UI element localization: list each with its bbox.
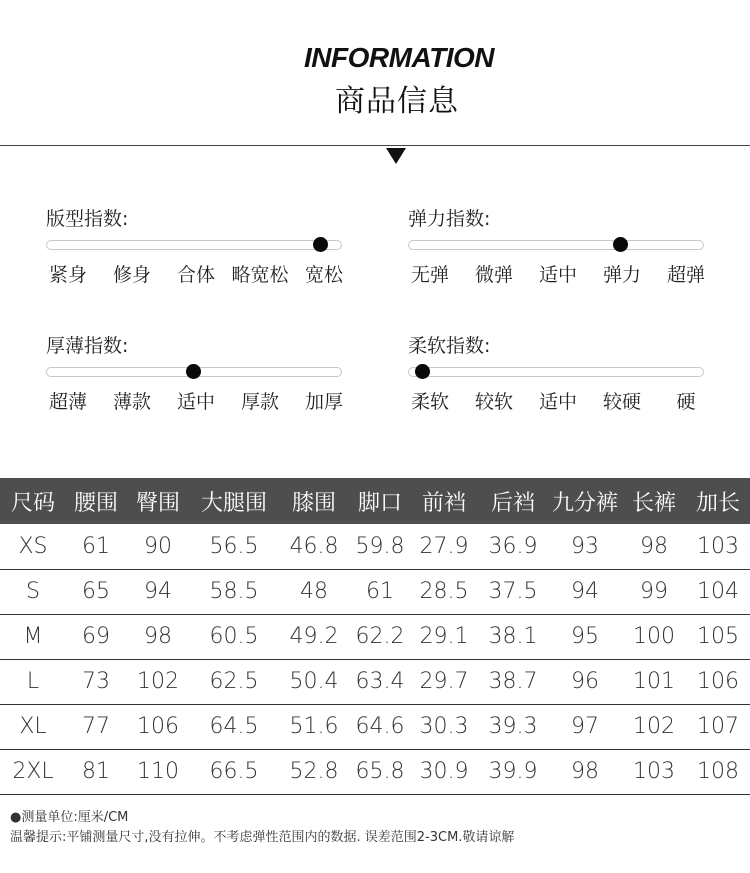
index-thickness-slider-knob: [186, 364, 201, 379]
header-full-length: 长裤: [622, 478, 686, 524]
index-softness-title: 柔软指数:: [408, 335, 491, 357]
index-fit-slider-track: [46, 240, 342, 250]
down-arrow-icon: [386, 148, 406, 164]
header-waist: 腰围: [66, 478, 126, 524]
measurement-cell: 73: [66, 659, 126, 704]
measurement-cell: 102: [126, 659, 190, 704]
index-thickness-option-label: 超薄: [48, 391, 88, 413]
header-title-en: INFORMATION: [304, 42, 494, 73]
measurement-cell: 39.9: [478, 749, 548, 794]
measurement-cell: 99: [622, 569, 686, 614]
measurement-cell: 59.8: [350, 524, 410, 569]
measurement-cell: 94: [126, 569, 190, 614]
header-knee: 膝围: [278, 478, 350, 524]
index-thickness-option-label: 薄款: [112, 391, 152, 413]
index-stretch-option-label: 适中: [538, 264, 578, 286]
measurement-cell: 102: [622, 704, 686, 749]
measurement-cell: 103: [686, 524, 750, 569]
measurement-cell: 98: [548, 749, 622, 794]
measurement-cell: 30.9: [410, 749, 478, 794]
measurement-cell: 30.3: [410, 704, 478, 749]
measurement-cell: 65: [66, 569, 126, 614]
index-stretch: [408, 204, 708, 294]
table-row: [0, 614, 750, 659]
measurement-cell: 81: [66, 749, 126, 794]
size-table: [0, 478, 750, 795]
size-table-header-row: [0, 478, 750, 524]
measurement-cell: 61: [66, 524, 126, 569]
index-fit: [46, 204, 346, 294]
section-divider: [0, 145, 750, 146]
index-stretch-option-label: 无弹: [410, 264, 450, 286]
header-hip: 臀围: [126, 478, 190, 524]
measurement-cell: 62.2: [350, 614, 410, 659]
index-stretch-option-label: 弹力: [602, 264, 642, 286]
measurement-cell: 38.7: [478, 659, 548, 704]
index-thickness-option-label: 加厚: [304, 391, 344, 413]
index-stretch-title: 弹力指数:: [408, 208, 491, 230]
header-extra-long: 加长: [686, 478, 750, 524]
measurement-cell: 97: [548, 704, 622, 749]
measurement-cell: 50.4: [278, 659, 350, 704]
measurement-cell: 52.8: [278, 749, 350, 794]
measurement-cell: 105: [686, 614, 750, 659]
measurement-cell: 98: [126, 614, 190, 659]
index-fit-option-label: 紧身: [48, 264, 88, 286]
measurement-cell: 46.8: [278, 524, 350, 569]
measurement-cell: 51.6: [278, 704, 350, 749]
measurement-cell: 104: [686, 569, 750, 614]
table-row: [0, 749, 750, 794]
measurement-unit-note: ●测量单位:厘米/CM: [10, 810, 129, 825]
measurement-tip-note: 温馨提示:平铺测量尺寸,没有拉伸。不考虑弹性范围内的数据. 误差范围2-3CM.敬请谅解: [10, 830, 515, 845]
measurement-cell: 96: [548, 659, 622, 704]
size-label-cell: XS: [0, 524, 66, 569]
measurement-cell: 90: [126, 524, 190, 569]
measurement-cell: 69: [66, 614, 126, 659]
measurement-cell: 64.5: [190, 704, 278, 749]
measurement-cell: 98: [622, 524, 686, 569]
index-stretch-slider-track: [408, 240, 704, 250]
measurement-cell: 94: [548, 569, 622, 614]
measurement-cell: 93: [548, 524, 622, 569]
index-thickness-title: 厚薄指数:: [46, 335, 129, 357]
index-fit-slider-knob: [313, 237, 328, 252]
measurement-cell: 28.5: [410, 569, 478, 614]
header-thigh: 大腿围: [190, 478, 278, 524]
measurement-cell: 49.2: [278, 614, 350, 659]
measurement-cell: 29.1: [410, 614, 478, 659]
table-row: [0, 704, 750, 749]
index-softness-option-label: 较硬: [602, 391, 642, 413]
index-softness-option-label: 硬: [676, 391, 696, 413]
table-row: [0, 659, 750, 704]
index-thickness-option-label: 适中: [176, 391, 216, 413]
measurement-cell: 103: [622, 749, 686, 794]
measurement-cell: 56.5: [190, 524, 278, 569]
measurement-cell: 107: [686, 704, 750, 749]
size-label-cell: XL: [0, 704, 66, 749]
index-softness-option-label: 柔软: [410, 391, 450, 413]
index-stretch-slider-knob: [613, 237, 628, 252]
measurement-cell: 106: [126, 704, 190, 749]
measurement-cell: 65.8: [350, 749, 410, 794]
index-fit-option-label: 略宽松: [231, 264, 289, 286]
index-softness-option-label: 较软: [474, 391, 514, 413]
measurement-cell: 36.9: [478, 524, 548, 569]
measurement-cell: 66.5: [190, 749, 278, 794]
measurement-cell: 29.7: [410, 659, 478, 704]
measurement-cell: 39.3: [478, 704, 548, 749]
size-label-cell: L: [0, 659, 66, 704]
measurement-cell: 63.4: [350, 659, 410, 704]
measurement-cell: 58.5: [190, 569, 278, 614]
index-stretch-option-label: 超弹: [666, 264, 706, 286]
measurement-cell: 38.1: [478, 614, 548, 659]
table-row: [0, 524, 750, 569]
header-title-cn: 商品信息: [335, 84, 459, 119]
header-size: 尺码: [0, 478, 66, 524]
size-label-cell: 2XL: [0, 749, 66, 794]
header-back-rise: 后裆: [478, 478, 548, 524]
index-fit-option-label: 合体: [176, 264, 216, 286]
index-thickness-option-label: 厚款: [240, 391, 280, 413]
measurement-cell: 62.5: [190, 659, 278, 704]
header-leg-opening: 脚口: [350, 478, 410, 524]
index-fit-title: 版型指数:: [46, 208, 129, 230]
measurement-cell: 101: [622, 659, 686, 704]
size-label-cell: M: [0, 614, 66, 659]
size-label-cell: S: [0, 569, 66, 614]
measurement-cell: 100: [622, 614, 686, 659]
measurement-cell: 106: [686, 659, 750, 704]
index-softness: [408, 331, 708, 421]
measurement-cell: 108: [686, 749, 750, 794]
measurement-cell: 95: [548, 614, 622, 659]
measurement-cell: 37.5: [478, 569, 548, 614]
index-stretch-option-label: 微弹: [474, 264, 514, 286]
index-softness-slider-track: [408, 367, 704, 377]
measurement-cell: 64.6: [350, 704, 410, 749]
measurement-cell: 27.9: [410, 524, 478, 569]
index-softness-option-label: 适中: [538, 391, 578, 413]
index-fit-option-label: 修身: [112, 264, 152, 286]
index-thickness: [46, 331, 346, 421]
measurement-cell: 60.5: [190, 614, 278, 659]
measurement-cell: 48: [278, 569, 350, 614]
table-row: [0, 569, 750, 614]
header-front-rise: 前裆: [410, 478, 478, 524]
index-fit-option-label: 宽松: [304, 264, 344, 286]
measurement-cell: 110: [126, 749, 190, 794]
header-ankle-length: 九分裤: [548, 478, 622, 524]
measurement-cell: 61: [350, 569, 410, 614]
measurement-cell: 77: [66, 704, 126, 749]
